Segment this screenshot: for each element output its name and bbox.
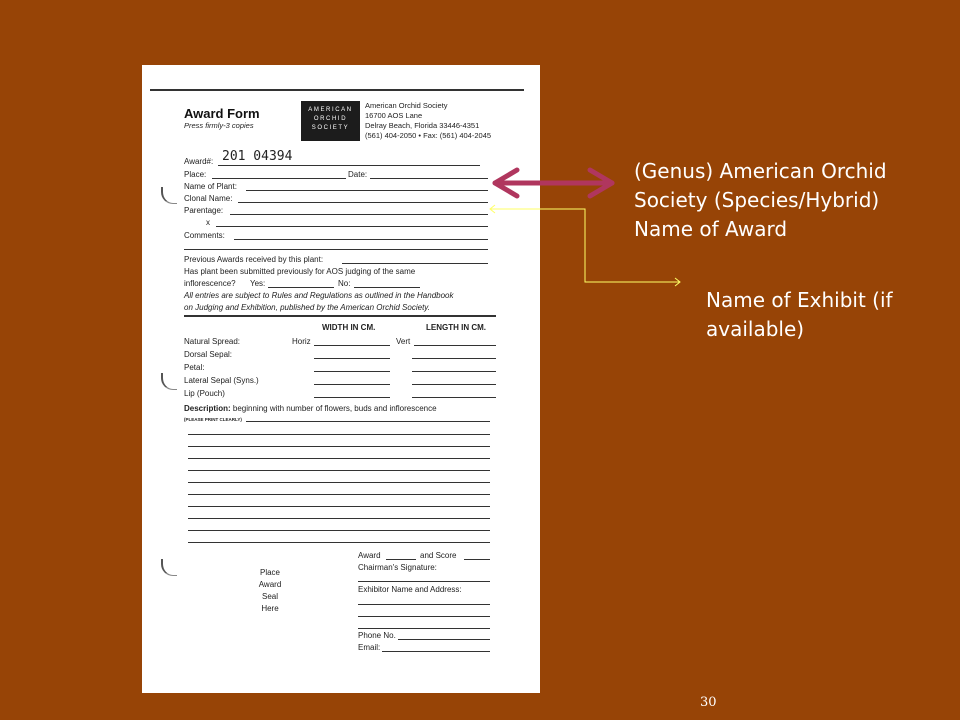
natural-spread-label: Natural Spread: bbox=[184, 337, 241, 346]
print-clearly-note: (PLEASE PRINT CLEARLY) bbox=[184, 417, 242, 422]
width-header: WIDTH IN CM. bbox=[322, 323, 376, 332]
form-title: Award Form bbox=[184, 106, 260, 121]
award-number-value: 201 04394 bbox=[222, 149, 293, 164]
description-text: beginning with number of flowers, buds and inflorescence bbox=[232, 404, 437, 413]
parentage-label: Parentage: bbox=[184, 206, 224, 215]
phone-label: Phone No. bbox=[358, 631, 396, 640]
lip-label: Lip (Pouch) bbox=[184, 389, 225, 398]
form-subtitle: Press firmly-3 copies bbox=[184, 121, 254, 130]
award-number-label: Award#: bbox=[184, 157, 214, 166]
vert-label: Vert bbox=[396, 337, 411, 346]
email-label: Email: bbox=[358, 643, 381, 652]
yes-label: Yes: bbox=[250, 279, 266, 288]
length-header: LENGTH IN CM. bbox=[426, 323, 486, 332]
rules-text-1: All entries are subject to Rules and Regulations as outlined in the Handbook bbox=[184, 291, 454, 300]
aos-address: American Orchid Society 16700 AOS Lane Delray Beach, Florida 33446-4351 (561) 404-2050 • Fax: (561) 404-2045 bbox=[365, 101, 492, 140]
chairman-label: Chairman's Signature: bbox=[358, 563, 437, 572]
parentage-cross: x bbox=[206, 218, 210, 227]
previous-awards-label: Previous Awards received by this plant: bbox=[184, 255, 324, 264]
rules-text-2: on Judging and Exhibition, published by the American Orchid Society. bbox=[184, 303, 430, 312]
no-label: No: bbox=[338, 279, 351, 288]
double-headed-arrow bbox=[495, 170, 612, 196]
clonal-name-label: Clonal Name: bbox=[184, 194, 233, 203]
exhibitor-label: Exhibitor Name and Address: bbox=[358, 585, 462, 594]
exhibit-callout-text: Name of Exhibit (if available) bbox=[706, 288, 893, 341]
page-number: 30 bbox=[700, 695, 717, 710]
comments-label: Comments: bbox=[184, 231, 225, 240]
place-label: Place: bbox=[184, 170, 207, 179]
horiz-label: Horiz bbox=[292, 337, 311, 346]
name-of-plant-label: Name of Plant: bbox=[184, 182, 237, 191]
date-label: Date: bbox=[348, 170, 368, 179]
dorsal-sepal-label: Dorsal Sepal: bbox=[184, 350, 233, 359]
award-seal-area: Place Award Seal Here bbox=[258, 568, 282, 613]
aos-logo: AMERICAN ORCHID SOCIETY bbox=[301, 101, 360, 141]
description-label: Description: bbox=[184, 404, 231, 413]
submitted-question: Has plant been submitted previously for AOS judging of the same bbox=[184, 267, 416, 276]
and-score-label: and Score bbox=[420, 551, 457, 560]
award-label: Award bbox=[358, 551, 381, 560]
lateral-sepal-label: Lateral Sepal (Syns.) bbox=[184, 376, 259, 385]
inflorescence-label: inflorescence? bbox=[184, 279, 236, 288]
genus-callout-text: (Genus) American Orchid Society (Species/Hybrid) Name of Award bbox=[634, 159, 887, 241]
petal-label: Petal: bbox=[184, 363, 205, 372]
